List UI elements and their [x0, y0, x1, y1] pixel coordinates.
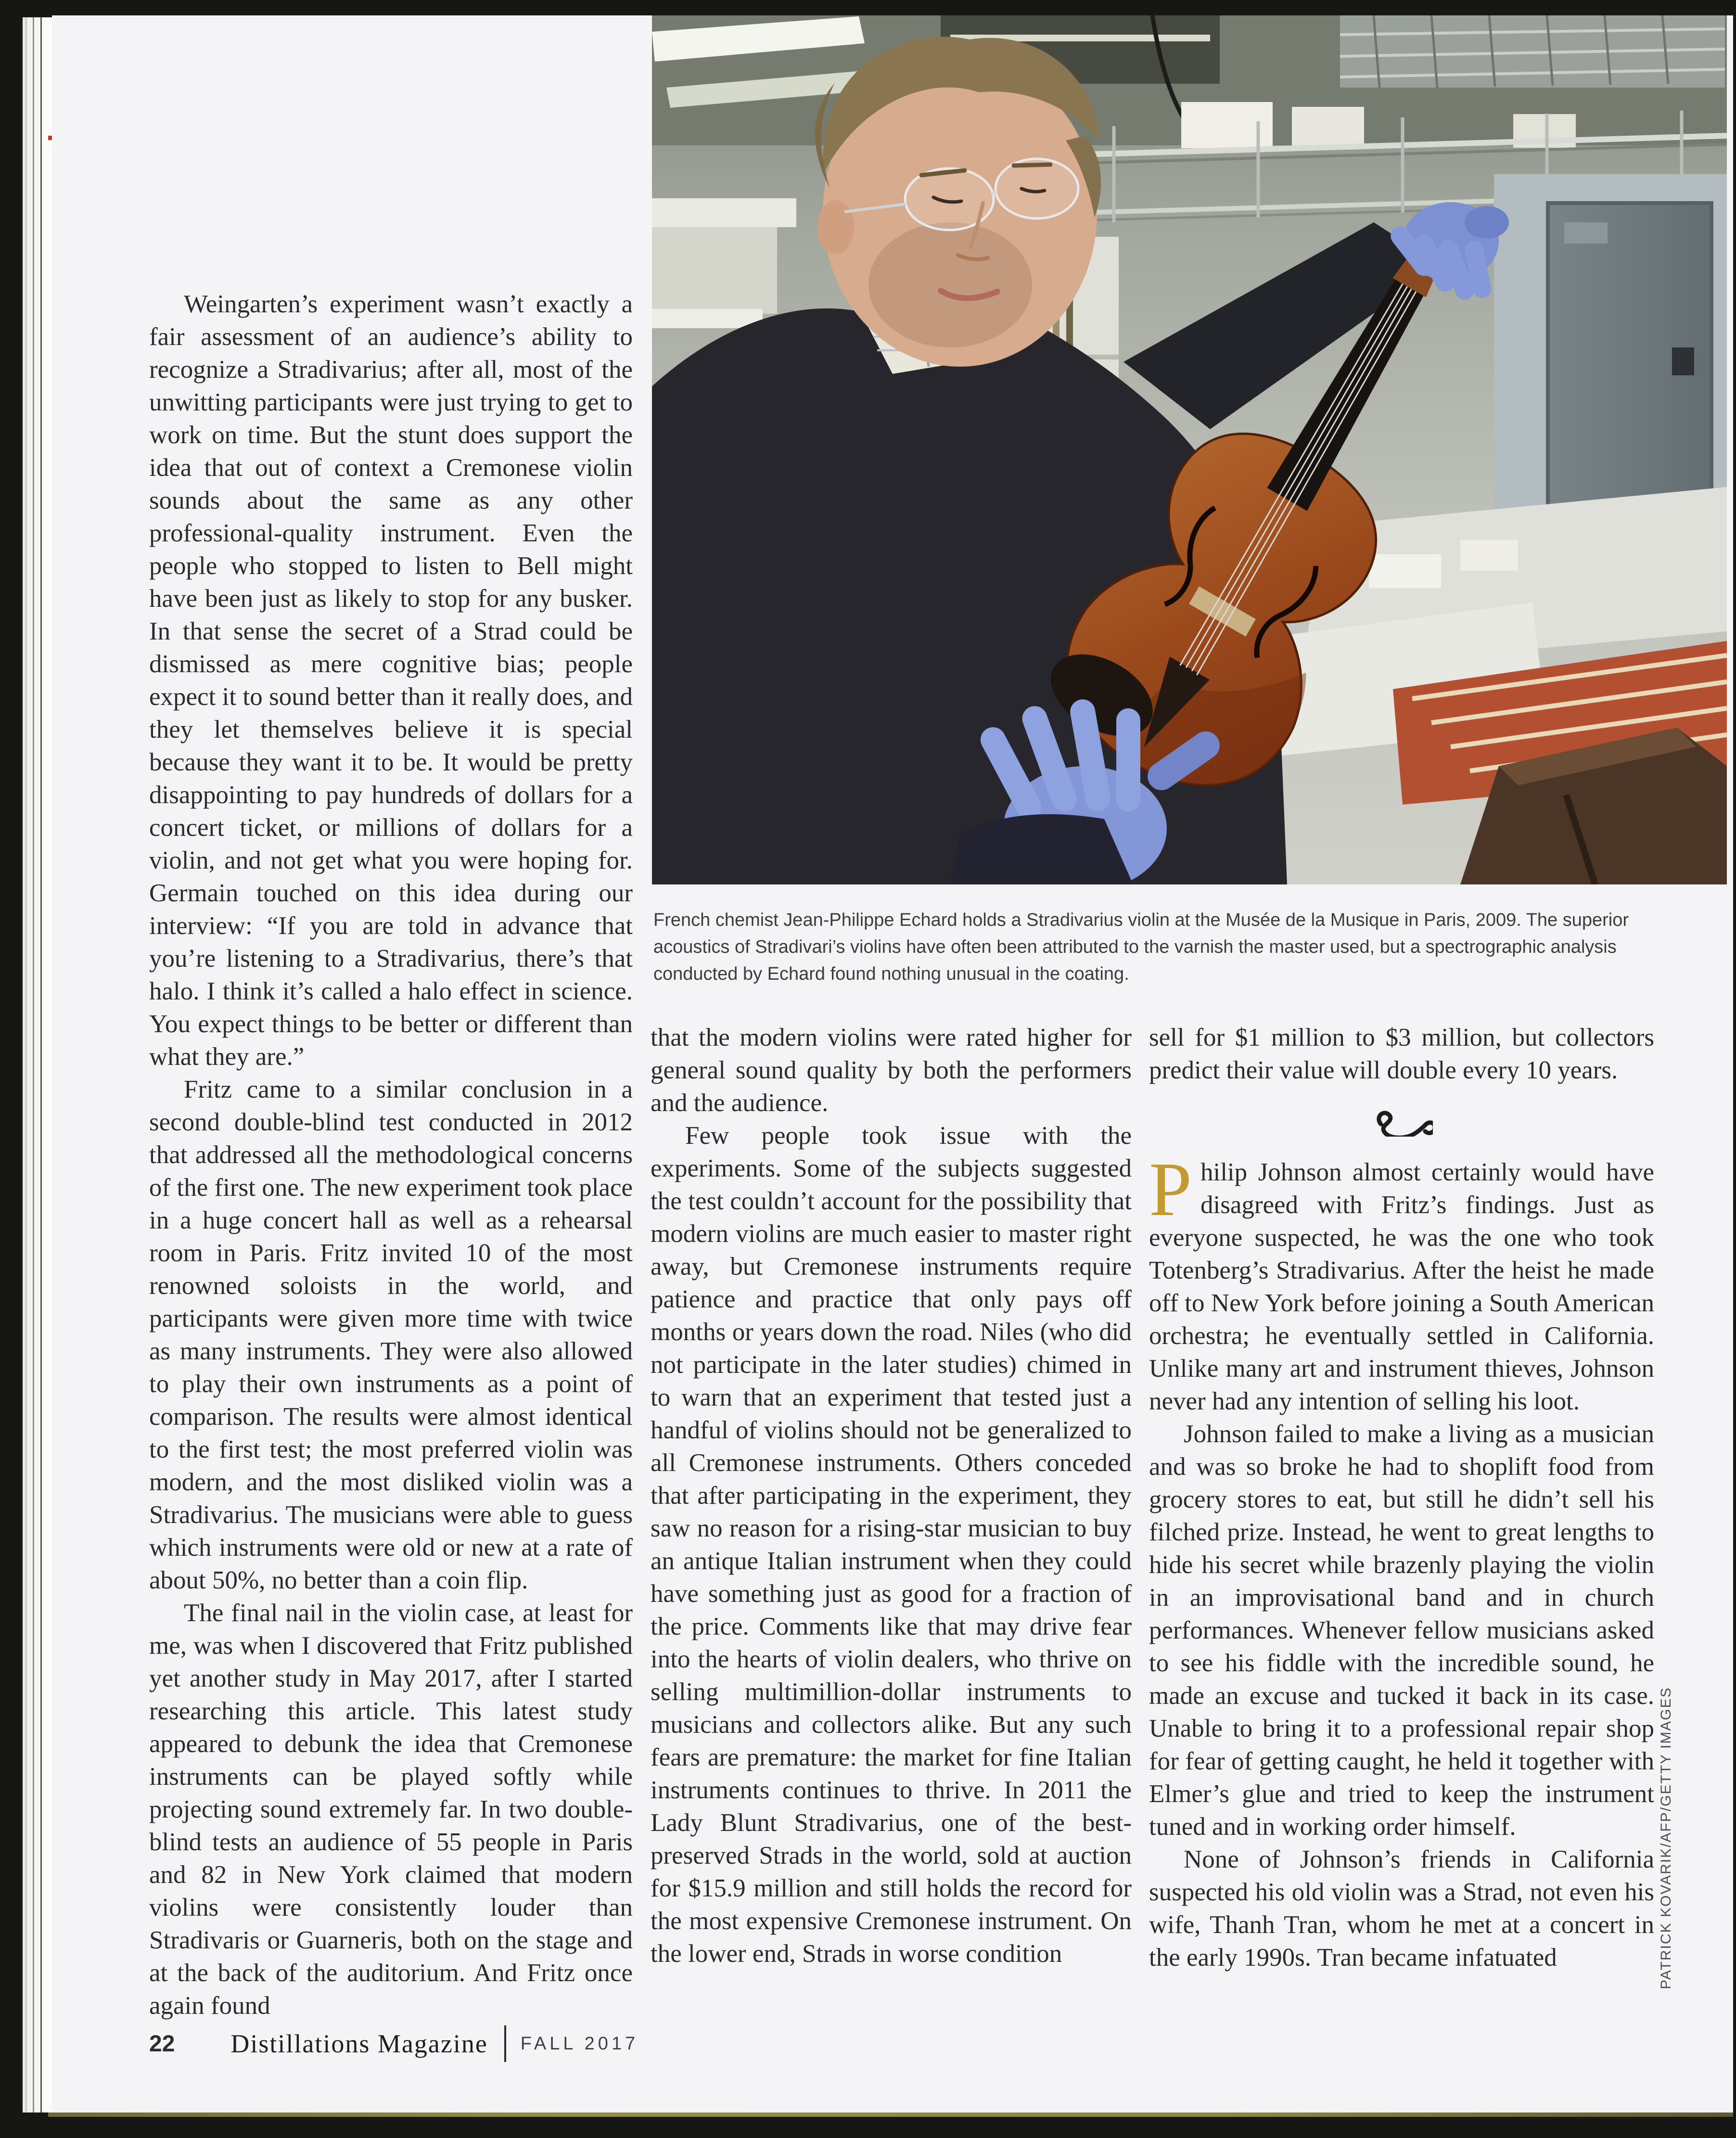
paragraph-with-dropcap — [1149, 1146, 1654, 1418]
drop-cap-letter: P — [1149, 1146, 1192, 1232]
page-footer — [149, 2017, 823, 2070]
photo-illustration — [652, 15, 1727, 884]
white-shelf — [652, 198, 796, 328]
paragraph: The final nail in the violin case, at least for me, was when I discovered that Fritz published yet another study in May 2017, after I started researching this article. This latest study appeared to debunk the idea that Cremonese instruments can be played softly while projecting sound extremely far. In two double-blind tests an audience of 55 people in Paris and 82 in New York claimed that modern violins were consistently louder than Stradivaris or Guarneris, both on the stage and at the back of the auditorium. And Fritz once again found — [149, 1599, 633, 2020]
grid-light-fixture — [1340, 15, 1725, 88]
beard — [868, 222, 1032, 347]
section-divider-icon — [1370, 1108, 1433, 1137]
photo-credit: PATRICK KOVARIK/AFP/GETTY IMAGES — [1658, 1687, 1674, 1989]
page-stack-edge — [21, 17, 52, 2112]
article-column-3 — [1149, 1021, 1654, 1979]
photo-violin-examination — [652, 15, 1727, 884]
paragraph: Weingarten’s experiment wasn’t exactly a fair assessment of an audience’s ability to recognize a Stradivarius; after all, most of the unwitting participants were just trying to get to work on time. But the stunt does support the idea that out of context a Cremonese violin sounds about the same as any other professional-quality instrument. Even the people who stopped to listen to Bell might have been just as likely to stop for any busker. In that sense the secret of a Strad could be dismissed as mere cognitive bias; people expect it to sound better than it really does, and they let themselves believe it is special because they want it to be. It would be pretty disappointing to pay hundreds of dollars for a concert ticket, or millions of dollars for a violin, and not get what you were hoping for. Germain touched on this idea during our interview: “If you are told in advance that you’re listening to a Stradivarius, there’s that halo. I think it’s called a halo effect in science. You expect things to be better or different than what they are.” — [149, 290, 633, 1071]
photo-caption: French chemist Jean-Philippe Echard holds a Stradivarius violin at the Musée de la Musique in Paris, 2009. The superior acoustics of Stradivari’s violins have often been attributed to the varnish the master used, but a spectrographic analysis conducted by Echard found nothing unusual in the coating. — [653, 910, 1629, 984]
issue-label: FALL 2017 — [520, 2033, 639, 2054]
magazine-name: Distillations Magazine — [230, 2029, 488, 2058]
article-column-2 — [651, 1021, 1132, 1979]
paragraph: that the modern violins were rated higher for general sound quality by both the performers and the audience. — [651, 1024, 1132, 1117]
paragraph-text: hilip Johnson almost certainly would have disagreed with Fritz’s findings. Just as everyone suspected, he was the one who took Totenberg’s Stradivarius. After the heist he made off to New York before joining a South American orchestra; he eventually settled in California. Unlike many art and instrument thieves, Johnson never had any intention of selling his loot. — [1149, 1158, 1654, 1415]
paragraph: sell for $1 million to $3 million, but collectors predict their value will double every 10 years. — [1149, 1024, 1654, 1084]
ear — [817, 200, 854, 254]
paragraph: Fritz came to a similar conclusion in a second double-blind test conducted in 2012 that addressed all the methodological concerns of the first one. The new experiment took place in a huge concert hall as well as a rehearsal room in Paris. Fritz invited 10 of the most renowned soloists in the world, and participants were given more time with twice as many instruments. They were also allowed to play their own instruments as a point of comparison. The results were almost identical to the first test; the most preferred violin was modern, and the most disliked violin was a Stradivarius. The musicians were able to guess which instruments were old or new at a rate of about 50%, no better than a coin flip. — [149, 1075, 633, 1594]
door-sign — [1564, 222, 1608, 243]
paragraph: Johnson failed to make a living as a musician and was so broke he had to shoplift food from grocery stores to eat, but still he didn’t sell his filched prize. Instead, he went to great lengths to hide his secret while brazenly playing the violin in an improvisational band and in church performances. Whenever fellow musicians asked to see his fiddle with the incredible sound, he made an excuse and tucked it back in its case. Unable to bring it to a professional repair shop for fear of getting caught, he held it together with Elmer’s glue and tried to keep the instrument tuned and in working order himself. — [1149, 1420, 1654, 1841]
article-column-1 — [149, 288, 633, 2020]
footer-divider — [504, 2025, 506, 2062]
page-bottom-edge — [48, 2112, 1733, 2117]
paragraph: Few people took issue with the experiments. Some of the subjects suggested the test couldn’t account for the possibility that modern violins are much easier to master right away, but Cremonese instruments require patience and practice that only pays off months or years down the road. Niles (who did not participate in the later studies) chimed in to warn that an experiment that tested just a handful of violins should not be generalized to all Cremonese instruments. Others conceded that after participating in the experiment, they saw no reason for a rising-star musician to buy an antique Italian instrument when they could have something just as good for a fraction of the price. Comments like that may drive fear into the hearts of violin dealers, who thrive on selling multimillion-dollar instruments to musicians and collectors alike. But any such fears are premature: the market for fine Italian instruments continues to thrive. In 2011 the Lady Blunt Stradivarius, one of the best-preserved Strads in the world, sold at auction for $15.9 million and still holds the record for the most expensive Cremonese instrument. On the lower end, Strads in worse condition — [651, 1122, 1132, 1968]
paragraph: None of Johnson’s friends in California suspected his old violin was a Strad, not even his wife, Thanh Tran, whom he met at a concert in the early 1990s. Tran became infatuated — [1149, 1845, 1654, 1972]
door-handle — [1672, 347, 1694, 375]
page-number: 22 — [149, 2031, 175, 2057]
